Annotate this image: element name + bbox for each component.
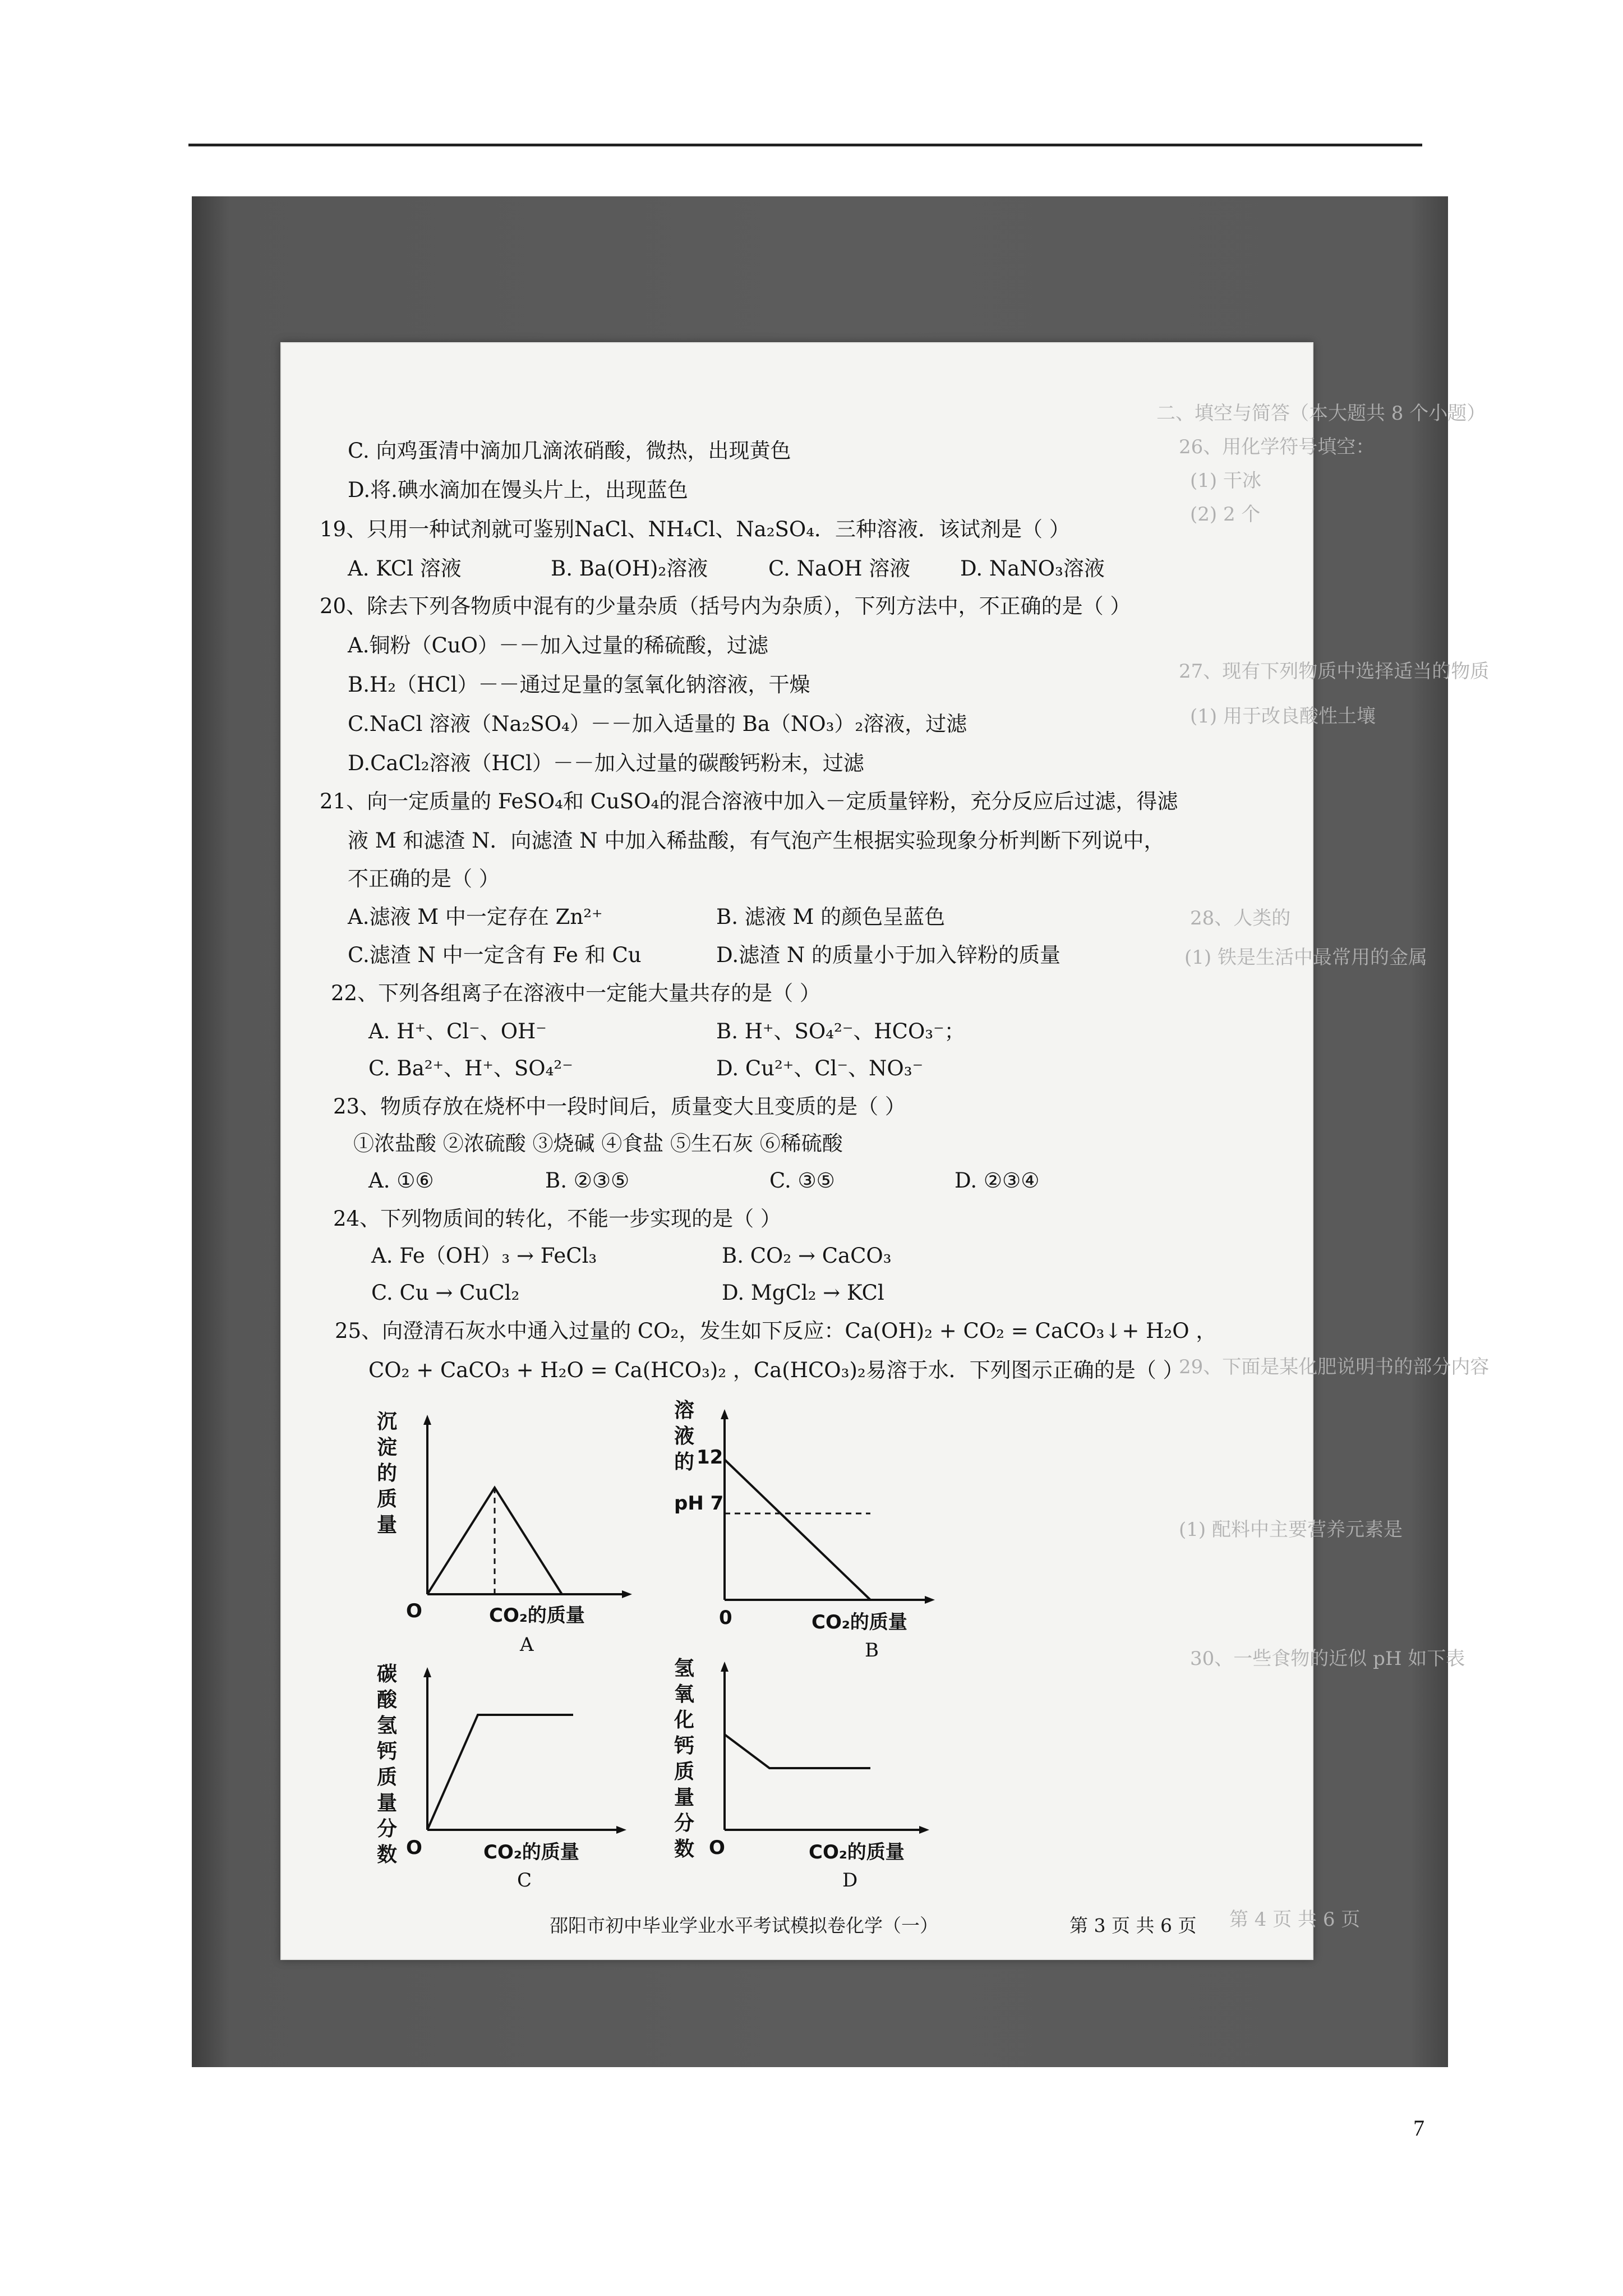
exam-paper	[280, 342, 1490, 1960]
q23-option-c: C. ③⑤	[769, 1168, 835, 1193]
graph-c-ylabel: 碳酸氢钙质量分数	[377, 1663, 398, 1866]
q25-stem: CO₂ + CaCO₃ + H₂O = Ca(HCO₃)₂ ，Ca(HCO₃)₂易溶于水．下列图示正确的是（ ）	[368, 1358, 1184, 1382]
graph-d-xlabel: CO₂的质量	[809, 1841, 905, 1864]
q19-option-b: B. Ba(OH)₂溶液	[551, 556, 708, 581]
q20-stem: 20、除去下列各物质中混有的少量杂质（括号内为杂质），下列方法中，不正确的是（ ）	[320, 594, 1131, 618]
q21-stem: 21、向一定质量的 FeSO₄和 CuSO₄的混合溶液中加入－定质量锌粉，充分反应后过滤，得滤	[320, 789, 1178, 813]
ghost-text: 第 4 页 共 6 页	[1229, 1908, 1361, 1931]
q19-stem: 19、只用一种试剂就可鉴别NaCl、NH₄Cl、Na₂SO₄．三种溶液．该试剂是（ ）	[320, 517, 1070, 541]
graph-c-yarrow	[423, 1667, 431, 1677]
footer-page: 第 3 页 共 6 页	[1069, 1915, 1197, 1936]
q24-option-a: A. Fe（OH）₃ → FeCl₃	[371, 1244, 597, 1268]
footer-title: 邵阳市初中毕业学业水平考试模拟卷化学（一）	[550, 1915, 938, 1936]
ghost-text: (1) 配料中主要营养元素是	[1179, 1519, 1403, 1541]
ghost-text: 26、用化学符号填空：	[1179, 436, 1375, 458]
q19-option-c: C. NaOH 溶液	[768, 556, 911, 581]
q18-option-c: C. 向鸡蛋清中滴加几滴浓硝酸，微热，出现黄色	[348, 439, 791, 463]
graph-c-origin: O	[406, 1837, 422, 1859]
q20-option-c: C.NaCl 溶液（Na₂SO₄）－－加入适量的 Ba（NO₃）₂溶液，过滤	[348, 712, 967, 736]
q24-option-b: B. CO₂ → CaCO₃	[722, 1244, 892, 1268]
q23-option-b: B. ②③⑤	[545, 1168, 630, 1193]
graph-d-origin: O	[709, 1837, 725, 1859]
graph-b-letter: B	[865, 1639, 879, 1662]
ghost-text: (1) 用于改良酸性土壤	[1190, 705, 1376, 728]
ghost-text: 29、下面是某化肥说明书的部分内容	[1179, 1356, 1490, 1378]
top-rule	[188, 144, 1422, 146]
q22-option-b: B. H⁺、SO₄²⁻、HCO₃⁻；	[716, 1019, 965, 1043]
page-number: 7	[1413, 2115, 1424, 2141]
graph-b-xarrow	[925, 1596, 935, 1604]
graph-c-xlabel: CO₂的质量	[483, 1841, 579, 1864]
graph-c-letter: C	[517, 1869, 532, 1892]
q19-option-a: A. KCl 溶液	[348, 556, 462, 581]
graph-a-xarrow	[622, 1590, 632, 1598]
graph-b-tick12: 12	[697, 1446, 723, 1469]
ghost-text: 30、一些食物的近似 pH 如下表	[1190, 1648, 1465, 1670]
graph-a-letter: A	[520, 1634, 534, 1656]
graph-d-yarrow	[721, 1662, 728, 1672]
q22-option-a: A. H⁺、Cl⁻、OH⁻	[368, 1019, 547, 1043]
q21-option-a: A.滤液 M 中一定存在 Zn²⁺	[348, 905, 603, 929]
graph-c-curve	[427, 1715, 573, 1830]
graph-a-xlabel: CO₂的质量	[489, 1604, 585, 1627]
graph-b-yarrow	[721, 1409, 728, 1419]
q22-option-d: D. Cu²⁺、Cl⁻、NO₃⁻	[716, 1056, 924, 1080]
graph-a-ylabel: 沉淀的质量	[377, 1410, 398, 1536]
q23-stem: 23、物质存放在烧杯中一段时间后，质量变大且变质的是（ ）	[333, 1094, 906, 1119]
graph-c-plot	[405, 1662, 640, 1847]
q19-option-d: D. NaNO₃溶液	[960, 556, 1105, 581]
ghost-text: (2) 2 个	[1190, 503, 1261, 526]
graph-b-origin: 0	[719, 1607, 732, 1629]
graph-b-plot	[702, 1404, 943, 1611]
graph-b-ylabel: 溶液的	[674, 1399, 695, 1474]
q24-option-c: C. Cu → CuCl₂	[371, 1281, 520, 1305]
graph-a-yarrow	[423, 1415, 431, 1425]
graph-a-origin: O	[406, 1600, 422, 1622]
ghost-text: (1) 铁是生活中最常用的金属	[1184, 946, 1427, 969]
graph-b-xlabel: CO₂的质量	[811, 1611, 907, 1634]
q23-items: ①浓盐酸 ②浓硫酸 ③烧碱 ④食盐 ⑤生石灰 ⑥稀硫酸	[353, 1131, 843, 1156]
q21-option-b: B. 滤液 M 的颜色呈蓝色	[716, 905, 946, 929]
graph-a-plot	[405, 1409, 640, 1611]
q22-stem: 22、下列各组离子在溶液中一定能大量共存的是（ ）	[331, 981, 820, 1005]
q20-option-a: A.铜粉（CuO）－－加入过量的稀硫酸，过滤	[348, 633, 768, 657]
q24-option-d: D. MgCl₂ → KCl	[722, 1281, 884, 1305]
graph-d-curve	[725, 1734, 870, 1768]
ghost-text: (1) 干冰	[1190, 470, 1261, 492]
q20-option-b: B.H₂（HCl）－－通过足量的氢氧化钠溶液，干燥	[348, 673, 810, 697]
graph-b-ph7: pH 7	[674, 1492, 724, 1515]
graph-d-xarrow	[919, 1826, 929, 1834]
q20-option-d: D.CaCl₂溶液（HCl）－－加入过量的碳酸钙粉末，过滤	[348, 751, 864, 775]
graph-d-ylabel: 氢氧化钙质量分数	[674, 1657, 695, 1861]
q21-stem: 不正确的是（ ）	[348, 867, 500, 891]
graph-c-xarrow	[616, 1826, 626, 1834]
graph-d-plot	[702, 1656, 943, 1847]
q24-stem: 24、下列物质间的转化，不能一步实现的是（ ）	[333, 1207, 781, 1231]
q22-option-c: C. Ba²⁺、H⁺、SO₄²⁻	[368, 1056, 573, 1080]
ghost-text: 27、现有下列物质中选择适当的物质	[1179, 660, 1490, 683]
q23-option-d: D. ②③④	[955, 1168, 1040, 1193]
ghost-text: 二、填空与简答（本大题共 8 个小题）	[1156, 402, 1486, 425]
ghost-text: 28、人类的	[1190, 907, 1291, 930]
graph-d-letter: D	[842, 1869, 858, 1892]
q21-option-c: C.滤渣 N 中一定含有 Fe 和 Cu	[348, 943, 642, 967]
q23-option-a: A. ①⑥	[368, 1168, 434, 1193]
q21-stem: 液 M 和滤渣 N．向滤渣 N 中加入稀盐酸，有气泡产生根据实验现象分析判断下列说中，	[348, 829, 1165, 853]
graph-b-curve	[725, 1460, 870, 1600]
q25-stem: 25、向澄清石灰水中通入过量的 CO₂，发生如下反应：Ca(OH)₂ + CO₂ = CaCO₃↓+ H₂O ，	[335, 1319, 1217, 1343]
q18-option-d: D.将.碘水滴加在馒头片上，出现蓝色	[348, 478, 688, 502]
q21-option-d: D.滤渣 N 的质量小于加入锌粉的质量	[716, 943, 1061, 967]
